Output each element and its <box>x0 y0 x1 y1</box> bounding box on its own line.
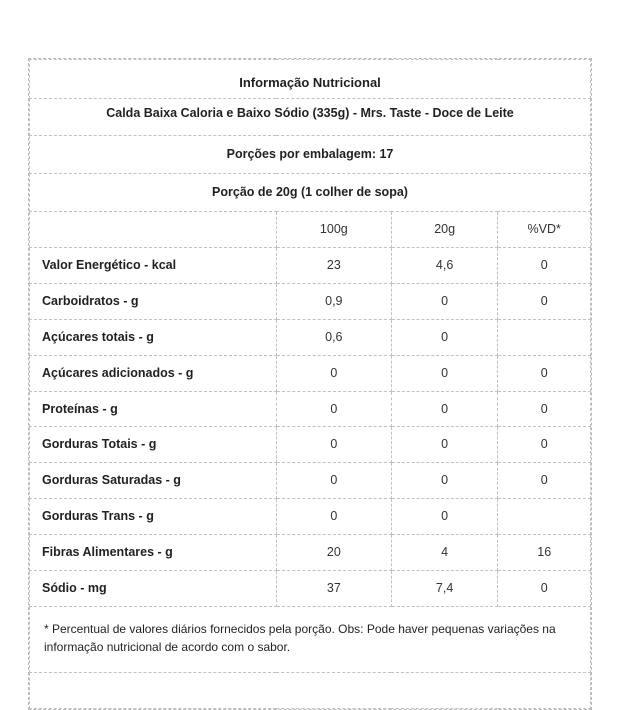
table-row <box>30 248 591 284</box>
table-row <box>30 174 591 212</box>
nutrient-portion-cell: 0 <box>391 391 498 427</box>
nutrient-vd-cell <box>498 319 591 355</box>
nutrient-name-cell: Valor Energético - kcal <box>30 248 277 284</box>
nutrient-100g-cell: 23 <box>276 248 391 284</box>
nutrient-name-cell: Sódio - mg <box>30 570 277 606</box>
nutrient-name-cell: Gorduras Trans - g <box>30 499 277 535</box>
nutrition-table <box>29 59 591 709</box>
table-row <box>30 427 591 463</box>
column-header-vd: %VD* <box>498 212 591 248</box>
nutrient-name-cell: Proteínas - g <box>30 391 277 427</box>
table-row <box>30 319 591 355</box>
nutrient-100g-cell: 0 <box>276 391 391 427</box>
nutrient-vd-cell: 16 <box>498 535 591 571</box>
nutrient-100g-cell: 0 <box>276 427 391 463</box>
table-header-row <box>30 212 591 248</box>
nutrient-name-cell: Gorduras Totais - g <box>30 427 277 463</box>
column-header-100g: 100g <box>276 212 391 248</box>
nutrient-portion-cell: 4 <box>391 535 498 571</box>
nutrient-vd-cell: 0 <box>498 283 591 319</box>
nutrient-name-cell: Gorduras Saturadas - g <box>30 463 277 499</box>
nutrient-portion-cell: 0 <box>391 355 498 391</box>
nutrient-name-cell: Açúcares totais - g <box>30 319 277 355</box>
nutrient-portion-cell: 0 <box>391 499 498 535</box>
nutrient-portion-cell: 0 <box>391 463 498 499</box>
nutrient-100g-cell: 0 <box>276 499 391 535</box>
nutrient-vd-cell: 0 <box>498 570 591 606</box>
nutrient-portion-cell: 0 <box>391 427 498 463</box>
nutrient-100g-cell: 0 <box>276 463 391 499</box>
nutrient-name-cell: Carboidratos - g <box>30 283 277 319</box>
label-title: Informação Nutricional <box>239 75 381 90</box>
nutrient-100g-cell: 0 <box>276 355 391 391</box>
nutrient-vd-cell: 0 <box>498 391 591 427</box>
footnote-cell <box>30 606 591 672</box>
label-subtitle: Calda Baixa Caloria e Baixo Sódio (335g) - Mrs. Taste - Doce de Leite <box>106 105 514 120</box>
portions-per-package-cell <box>30 136 591 174</box>
label-title-cell <box>30 60 591 99</box>
nutrient-portion-cell: 0 <box>391 283 498 319</box>
footnote-text: * Percentual de valores diários fornecidos pela porção. Obs: Pode haver pequenas variações na informação nutricional de acordo com o sabor. <box>44 621 556 654</box>
label-subtitle-cell <box>30 98 591 136</box>
nutrition-table-container <box>28 58 592 710</box>
blank-cell <box>30 672 591 708</box>
nutrient-vd-cell <box>498 499 591 535</box>
portions-per-package: Porções por embalagem: 17 <box>226 147 394 162</box>
nutrient-name-cell: Fibras Alimentares - g <box>30 535 277 571</box>
nutrient-vd-cell: 0 <box>498 355 591 391</box>
nutrient-name-cell: Açúcares adicionados - g <box>30 355 277 391</box>
table-row <box>30 136 591 174</box>
nutrient-100g-cell: 20 <box>276 535 391 571</box>
nutrient-100g-cell: 0,9 <box>276 283 391 319</box>
table-row <box>30 355 591 391</box>
table-row <box>30 98 591 136</box>
table-row <box>30 672 591 708</box>
nutrient-vd-cell: 0 <box>498 248 591 284</box>
column-header-portion: 20g <box>391 212 498 248</box>
nutrient-portion-cell: 4,6 <box>391 248 498 284</box>
table-row <box>30 606 591 672</box>
column-header-nutrient <box>30 212 277 248</box>
table-row <box>30 463 591 499</box>
nutrient-portion-cell: 7,4 <box>391 570 498 606</box>
table-row <box>30 570 591 606</box>
table-row <box>30 535 591 571</box>
table-row <box>30 283 591 319</box>
table-row <box>30 499 591 535</box>
nutrient-vd-cell: 0 <box>498 427 591 463</box>
serving-size: Porção de 20g (1 colher de sopa) <box>212 185 408 200</box>
nutrient-100g-cell: 37 <box>276 570 391 606</box>
nutrient-100g-cell: 0,6 <box>276 319 391 355</box>
nutrient-portion-cell: 0 <box>391 319 498 355</box>
table-row <box>30 391 591 427</box>
serving-size-cell <box>30 174 591 212</box>
nutrient-vd-cell: 0 <box>498 463 591 499</box>
table-row <box>30 60 591 99</box>
